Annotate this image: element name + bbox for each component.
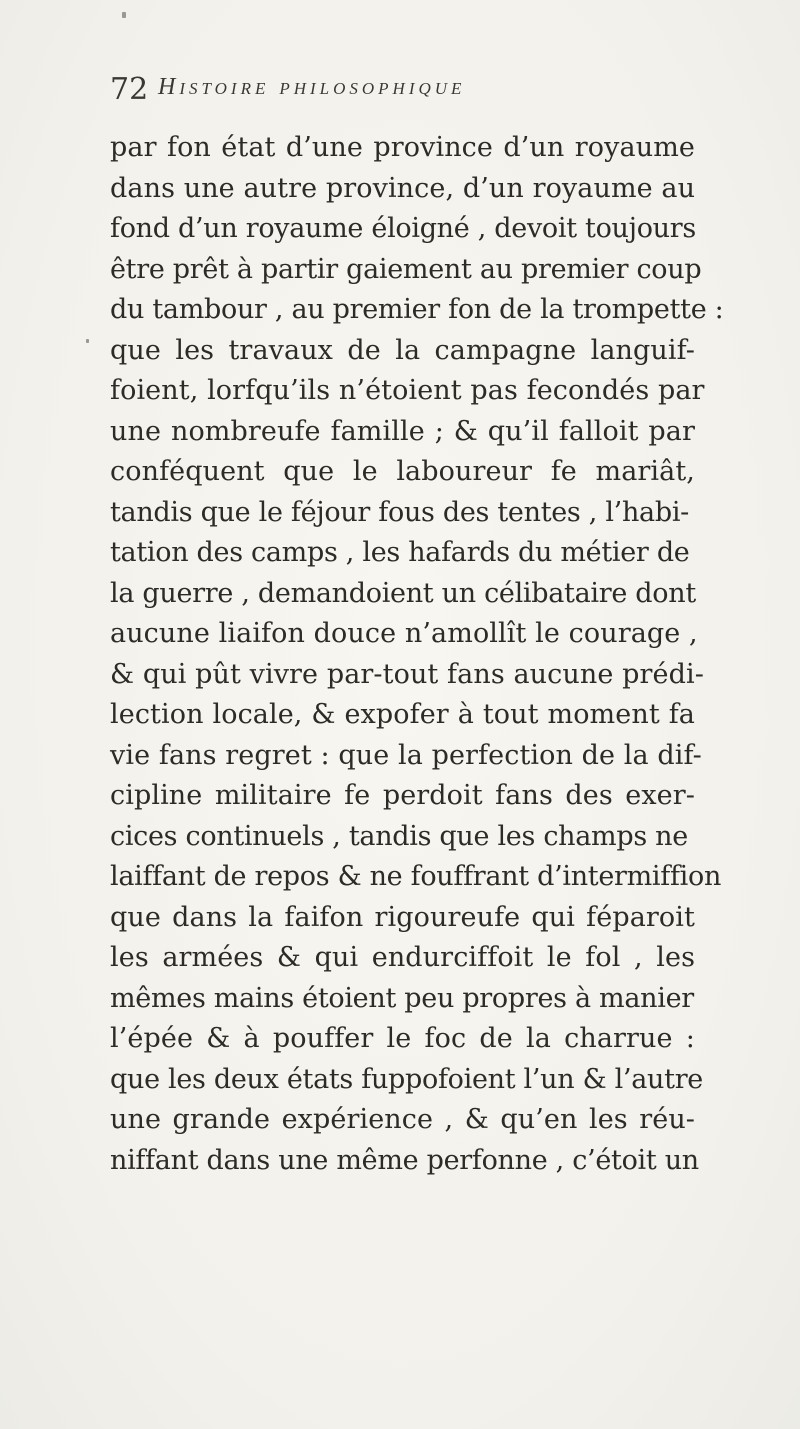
page-number: 72 [110,72,149,107]
running-title: Histoire philosophique [158,74,466,100]
text-line: du tambour , au premier fon de la trompette : [110,294,724,325]
text-line: mêmes mains étoient peu propres à manier [110,982,694,1014]
text-line: que les travaux de la campagne languif- [110,334,695,366]
margin-mark [86,339,89,343]
text-line: lection locale, & expofer à tout moment fa [110,699,695,730]
text-line: foient, lorfqu’ils n’étoient pas fecondés par [110,375,705,406]
text-line: aucune liaifon douce n’amollît le courage , [110,618,698,649]
text-line: la guerre , demandoient un célibataire dont [110,577,696,609]
text-line: conféquent que le laboureur fe mariât, [110,456,695,487]
text-line: cices continuels , tandis que les champs ne [110,820,688,852]
text-line: niffant dans une même perfonne , c’étoit un [110,1144,699,1176]
text-line: l’épée & à pouffer le foc de la charrue : [110,1023,695,1054]
text-line: cipline militaire fe perdoit fans des exer- [110,780,695,811]
text-line: laiffant de repos & ne fouffrant d’intermiffion [110,861,722,892]
text-line: & qui pût vivre par-tout fans aucune prédi- [110,658,704,690]
text-line: tandis que le féjour fous des tentes , l’habi- [110,496,689,528]
text-line: que les deux états fuppofoient l’un & l’autre [110,1063,703,1095]
margin-mark [122,12,126,18]
text-line: que dans la faifon rigoureufe qui féparoit [110,901,695,933]
body-text [110,128,724,1181]
text-line: les armées & qui endurciffoit le fol , les [110,942,696,973]
text-line: être prêt à partir gaiement au premier coup [110,253,702,285]
page-header [110,72,670,122]
text-line: une nombreufe famille ; & qu’il falloit par [110,415,696,447]
text-line: dans une autre province, d’un royaume au [110,172,696,204]
text-line: tation des camps , les hafards du métier de [110,537,690,568]
text-line: par fon état d’une province d’un royaume [110,132,695,163]
text-line: vie fans regret : que la perfection de la dif- [110,739,702,771]
text-line: fond d’un royaume éloigné , devoit toujours [110,213,696,244]
text-line: une grande expérience , & qu’en les réu- [110,1104,696,1135]
